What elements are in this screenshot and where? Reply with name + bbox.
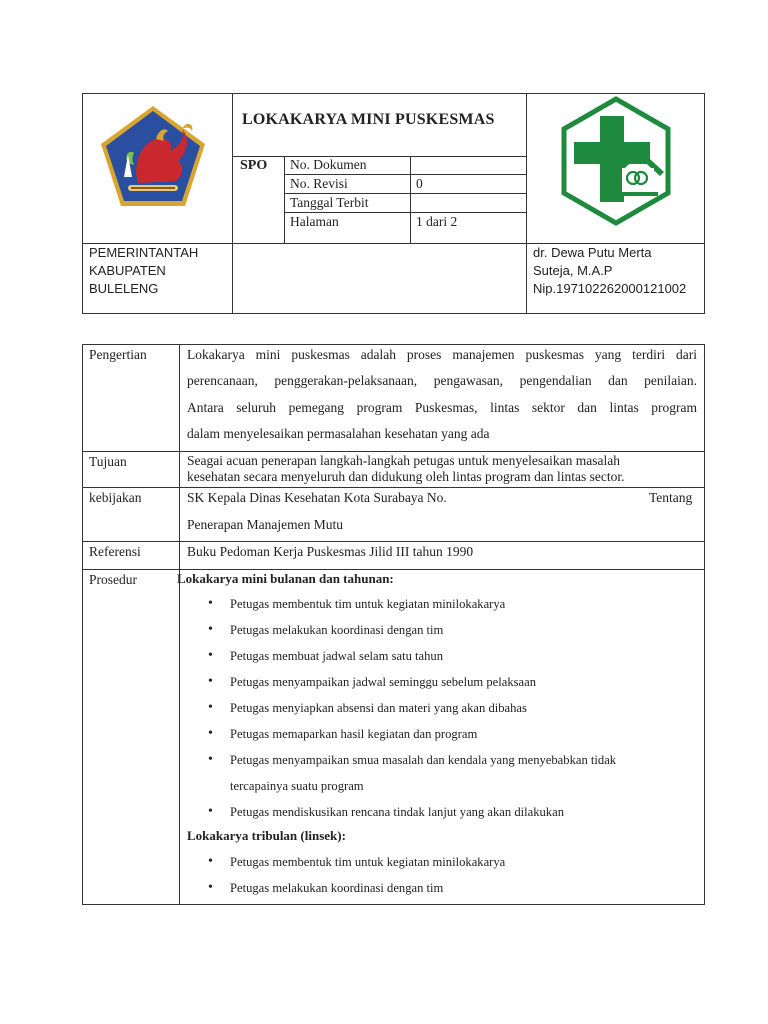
signatory-nip: Nip.197102262000121002 <box>533 281 687 296</box>
tujuan-line-2: kesehatan secara menyeluruh dan didukung oleh lintas program dan lintas sector. <box>187 469 625 484</box>
list-item: • Petugas melakukan koordinasi dengan tim <box>208 617 616 643</box>
label-pengertian: Pengertian <box>89 347 147 362</box>
label-prosedur: Prosedur <box>89 572 137 587</box>
spo-label: SPO <box>240 158 268 173</box>
field-value-no-revisi: 0 <box>416 176 423 191</box>
list-item: • Petugas memaparkan hasil kegiatan dan program <box>208 721 616 747</box>
label-kebijakan: kebijakan <box>89 490 142 505</box>
list-item: • Petugas menyampaikan jadwal seminggu sebelum pelaksaan <box>208 669 616 695</box>
signatory-degree: Suteja, M.A.P <box>533 263 613 278</box>
institution-line-1: PEMERINTANTAH <box>89 245 199 260</box>
kebijakan-line-2: Penerapan Manajemen Mutu <box>187 517 343 532</box>
list-item: • Petugas mendiskusikan rencana tindak lanjut yang akan dilakukan <box>208 799 564 825</box>
field-value-halaman: 1 dari 2 <box>416 214 458 229</box>
field-label-tanggal-terbit: Tanggal Terbit <box>290 195 369 210</box>
institution-line-3: BULELENG <box>89 281 159 296</box>
kebijakan-tentang: Tentang <box>649 490 693 505</box>
pengertian-line-4: dalam menyelesaikan permasalahan kesehatan yang ada <box>187 426 490 441</box>
prosedur-heading-tribulan: Lokakarya tribulan (linsek): <box>187 828 346 843</box>
field-label-no-revisi: No. Revisi <box>290 176 348 191</box>
pengertian-line-2: perencanaan, penggerakan-pelaksanaan, pengawasan, pengendalian dan penilaian. <box>187 373 697 388</box>
kebijakan-line-1: SK Kepala Dinas Kesehatan Kota Surabaya No. <box>187 490 447 505</box>
list-item: • Petugas membentuk tim untuk kegiatan minilokakarya <box>208 591 616 617</box>
tujuan-line-1: Seagai acuan penerapan langkah-langkah petugas untuk menyelesaikan masalah <box>187 453 620 468</box>
pengertian-line-1: Lokakarya mini puskesmas adalah proses manajemen puskesmas yang terdiri dari <box>187 347 697 362</box>
prosedur-list-tribulan <box>208 849 505 901</box>
list-item: • Petugas menyampaikan smua masalah dan kendala yang menyebabkan tidak <box>208 747 616 773</box>
prosedur-list-bulanan-end <box>208 799 564 825</box>
list-item-continuation: tercapainya suatu program <box>230 779 364 793</box>
field-label-halaman: Halaman <box>290 214 339 229</box>
prosedur-heading-bulanan: Lokakarya mini bulanan dan tahunan: <box>177 571 394 586</box>
list-item: • Petugas melakukan koordinasi dengan tim <box>208 875 505 901</box>
field-label-no-dokumen: No. Dokumen <box>290 157 367 172</box>
prosedur-list-bulanan <box>208 591 616 773</box>
puskesmas-logo-icon <box>560 96 672 226</box>
document-title: LOKAKARYA MINI PUSKESMAS <box>242 111 495 128</box>
referensi-text: Buku Pedoman Kerja Puskesmas Jilid III tahun 1990 <box>187 544 474 559</box>
label-tujuan: Tujuan <box>89 454 127 469</box>
list-item: • Petugas membuat jadwal selam satu tahun <box>208 643 616 669</box>
signatory-name: dr. Dewa Putu Merta <box>533 245 652 260</box>
label-referensi: Referensi <box>89 544 141 559</box>
regency-emblem-icon <box>98 103 208 209</box>
list-item: • Petugas membentuk tim untuk kegiatan minilokakarya <box>208 849 505 875</box>
pengertian-line-3: Antara seluruh pemegang program Puskesmas, lintas sektor dan lintas program <box>187 400 697 415</box>
list-item: • Petugas menyiapkan absensi dan materi yang akan dibahas <box>208 695 616 721</box>
institution-line-2: KABUPATEN <box>89 263 166 278</box>
